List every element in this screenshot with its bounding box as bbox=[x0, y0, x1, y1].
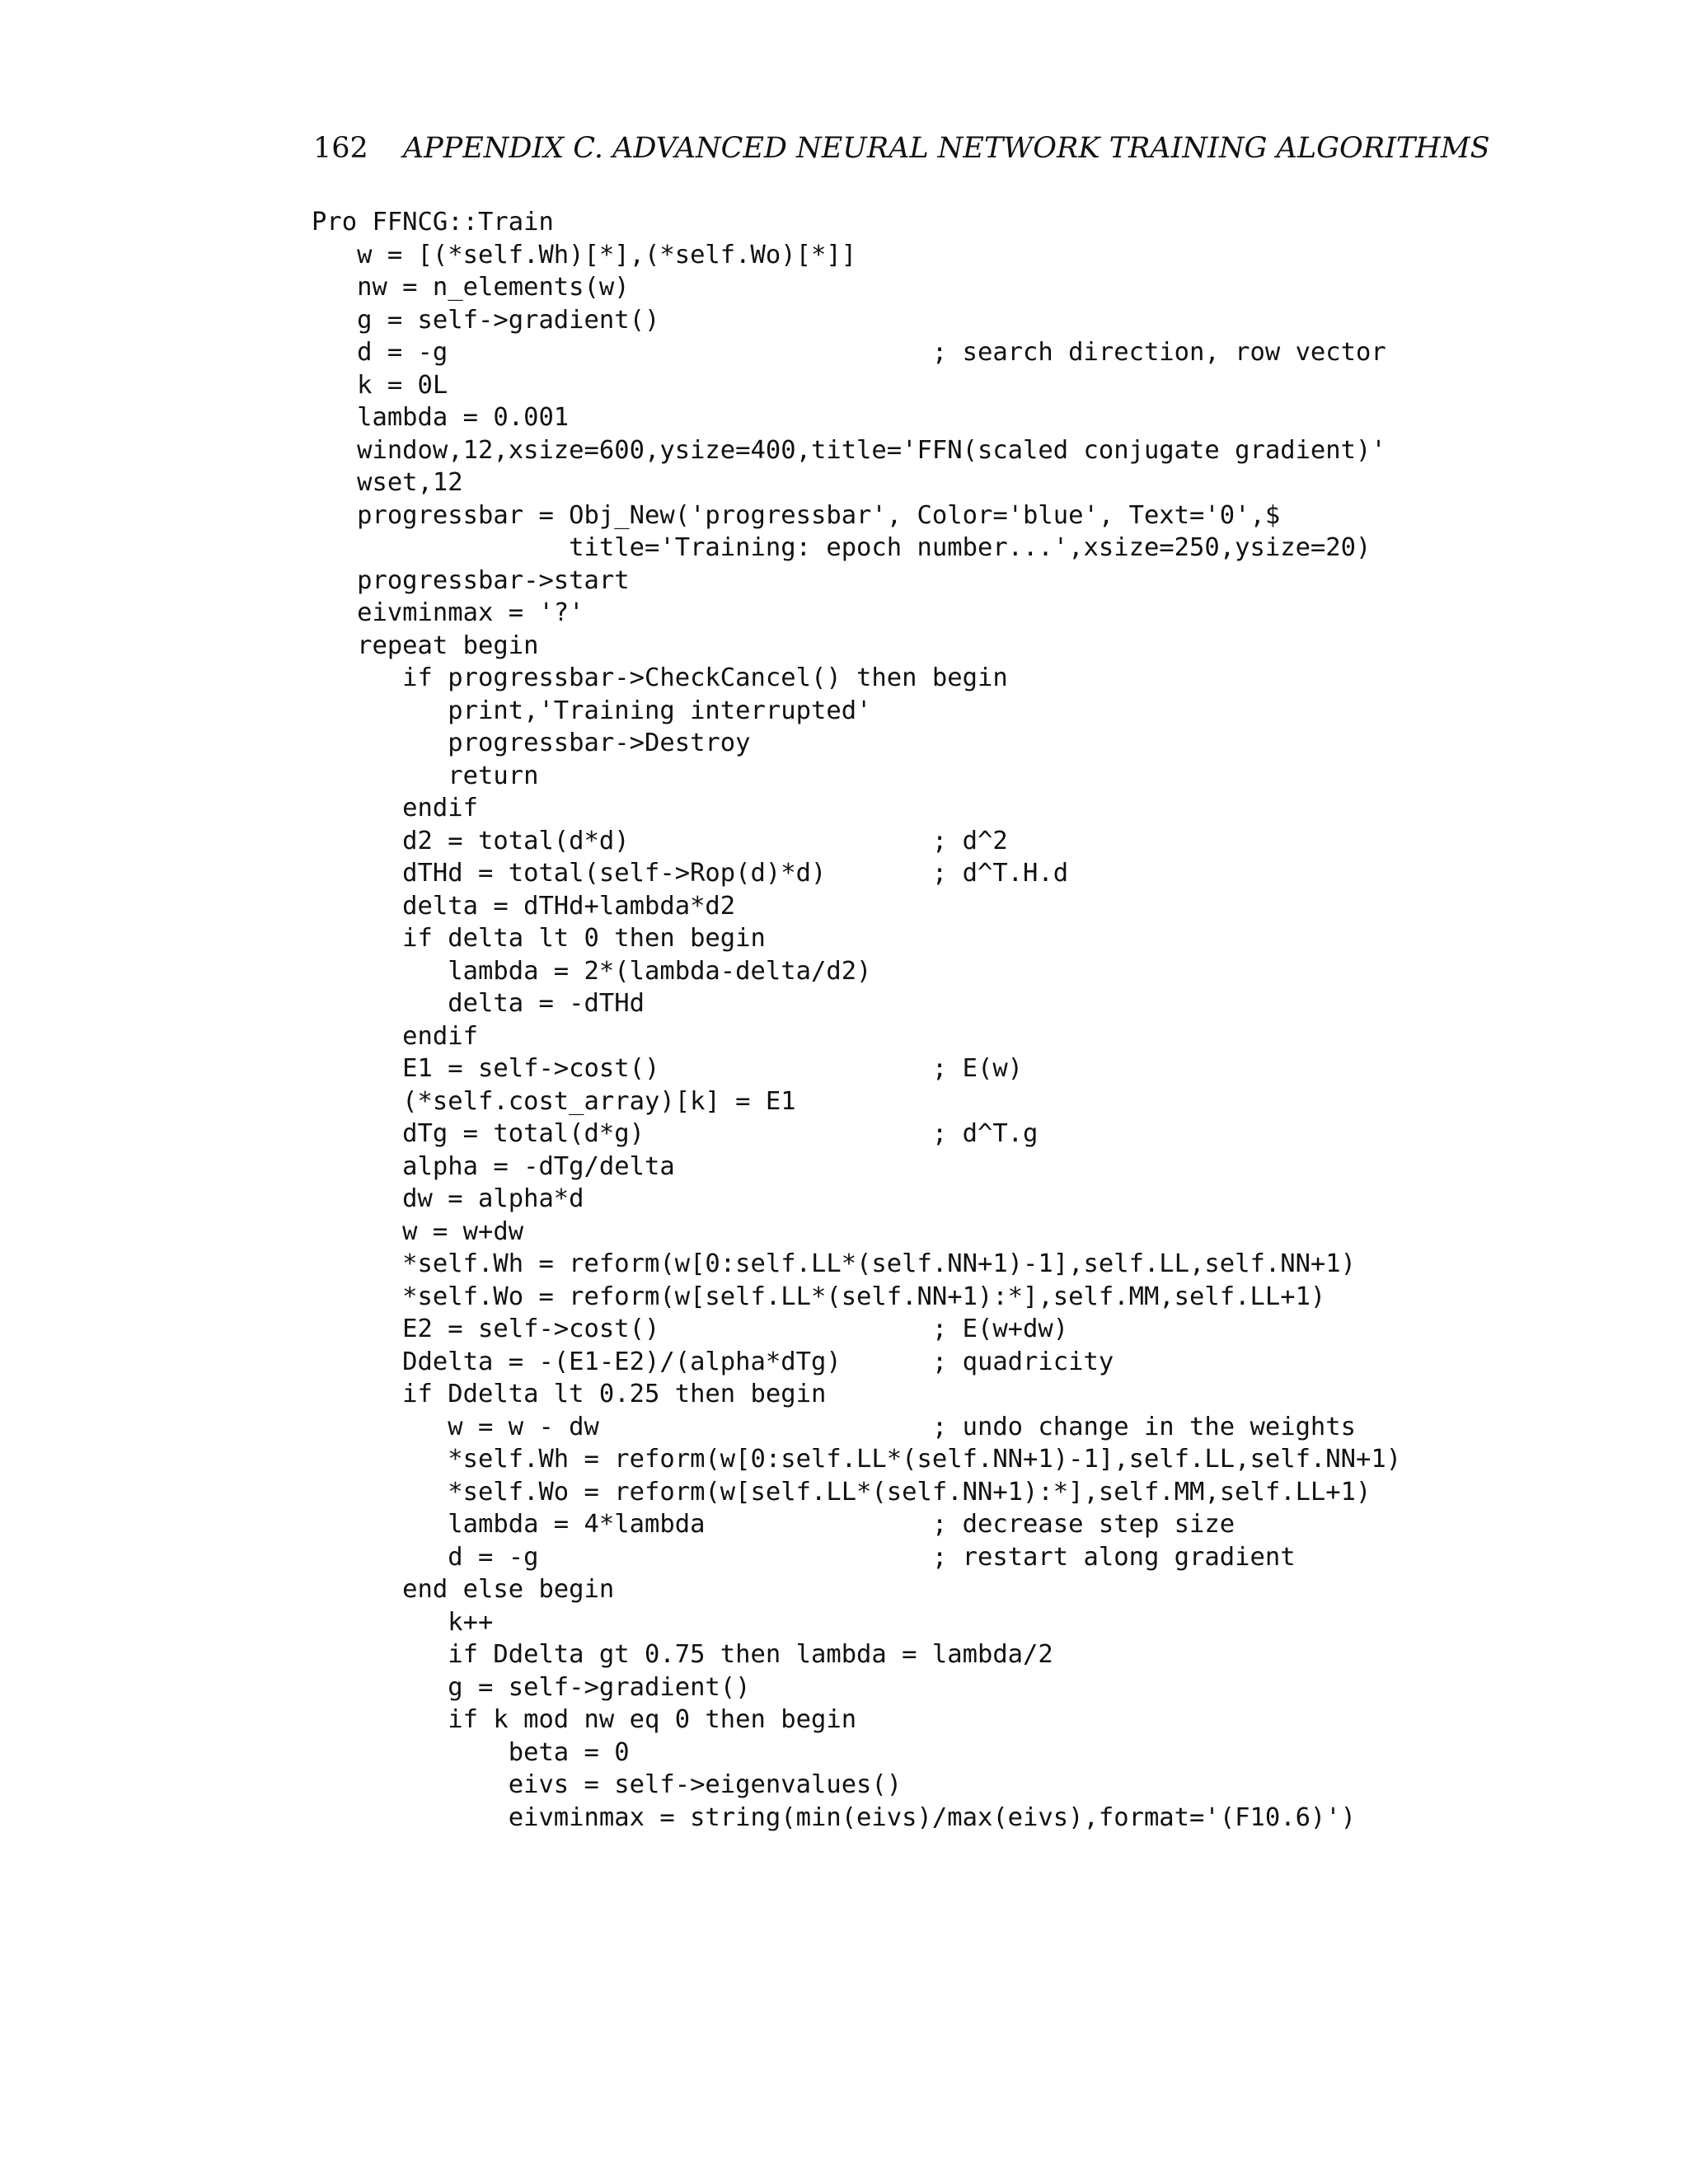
code-line: progressbar->start bbox=[312, 565, 630, 595]
code-line: *self.Wo = reform(w[self.LL*(self.NN+1):*],self.MM,self.LL+1) bbox=[312, 1477, 1372, 1507]
code-line: lambda = 4*lambda ; decrease step size bbox=[312, 1510, 1236, 1539]
code-line: lambda = 2*(lambda-delta/d2) bbox=[312, 956, 872, 986]
code-line: eivminmax = string(min(eivs)/max(eivs),format='(F10.6)') bbox=[312, 1802, 1357, 1832]
code-line: endif bbox=[312, 1021, 478, 1051]
code-line: delta = -dTHd bbox=[312, 989, 645, 1018]
code-line: repeat begin bbox=[312, 630, 539, 660]
code-line: d2 = total(d*d) ; d^2 bbox=[312, 826, 1008, 855]
code-line: end else begin bbox=[312, 1575, 615, 1604]
code-line: g = self->gradient() bbox=[312, 305, 660, 335]
code-line: if k mod nw eq 0 then begin bbox=[312, 1705, 857, 1734]
code-line: title='Training: epoch number...',xsize=250,ysize=20) bbox=[312, 533, 1372, 562]
code-line: window,12,xsize=600,ysize=400,title='FFN(scaled conjugate gradient)' bbox=[312, 435, 1386, 465]
code-line: if Ddelta gt 0.75 then lambda = lambda/2 bbox=[312, 1640, 1053, 1669]
code-line: progressbar->Destroy bbox=[312, 729, 751, 757]
code-line: beta = 0 bbox=[312, 1737, 630, 1767]
code-line: alpha = -dTg/delta bbox=[312, 1151, 675, 1181]
code-line: if Ddelta lt 0.25 then begin bbox=[312, 1380, 827, 1408]
code-line: k = 0L bbox=[312, 370, 448, 400]
code-line: dTg = total(d*g) ; d^T.g bbox=[312, 1119, 1039, 1148]
page-header bbox=[313, 128, 1490, 169]
code-line: g = self->gradient() bbox=[312, 1672, 751, 1702]
code-line: *self.Wh = reform(w[0:self.LL*(self.NN+1)-1],self.LL,self.NN+1) bbox=[312, 1445, 1402, 1474]
page-number: 162 bbox=[313, 132, 368, 165]
code-line: if delta lt 0 then begin bbox=[312, 924, 766, 953]
code-line: w = w+dw bbox=[312, 1216, 524, 1246]
running-title: APPENDIX C. ADVANCED NEURAL NETWORK TRAINING ALGORITHMS bbox=[402, 132, 1490, 165]
code-line: Pro FFNCG::Train bbox=[312, 208, 554, 237]
code-line: lambda = 0.001 bbox=[312, 403, 570, 432]
code-line: w = [(*self.Wh)[*],(*self.Wo)[*]] bbox=[312, 240, 857, 269]
code-line: delta = dTHd+lambda*d2 bbox=[312, 891, 736, 921]
code-line: progressbar = Obj_New('progressbar', Color='blue', Text='0',$ bbox=[312, 500, 1281, 530]
code-line: nw = n_elements(w) bbox=[312, 273, 630, 302]
code-line: *self.Wo = reform(w[self.LL*(self.NN+1):*],self.MM,self.LL+1) bbox=[312, 1282, 1326, 1311]
code-line: E1 = self->cost() ; E(w) bbox=[312, 1054, 1024, 1083]
code-line: wset,12 bbox=[312, 468, 463, 497]
code-line: eivminmax = '?' bbox=[312, 598, 584, 627]
code-line: d = -g ; restart along gradient bbox=[312, 1542, 1296, 1572]
code-line: w = w - dw ; undo change in the weights bbox=[312, 1412, 1357, 1441]
code-line: (*self.cost_array)[k] = E1 bbox=[312, 1086, 796, 1116]
code-line: d = -g ; search direction, row vector bbox=[312, 338, 1386, 367]
code-line: dw = alpha*d bbox=[312, 1184, 584, 1213]
code-line: k++ bbox=[312, 1607, 494, 1637]
code-line: *self.Wh = reform(w[0:self.LL*(self.NN+1)-1],self.LL,self.NN+1) bbox=[312, 1249, 1357, 1278]
code-line: E2 = self->cost() ; E(w+dw) bbox=[312, 1315, 1069, 1343]
code-line: Ddelta = -(E1-E2)/(alpha*dTg) ; quadricity bbox=[312, 1347, 1114, 1376]
code-line: if progressbar->CheckCancel() then begin bbox=[312, 663, 1008, 692]
code-listing bbox=[312, 206, 1401, 1834]
code-line: endif bbox=[312, 794, 478, 823]
code-line: dTHd = total(self->Rop(d)*d) ; d^T.H.d bbox=[312, 859, 1069, 888]
code-line: return bbox=[312, 761, 539, 790]
code-line: print,'Training interrupted' bbox=[312, 696, 872, 725]
code-line: eivs = self->eigenvalues() bbox=[312, 1770, 903, 1799]
